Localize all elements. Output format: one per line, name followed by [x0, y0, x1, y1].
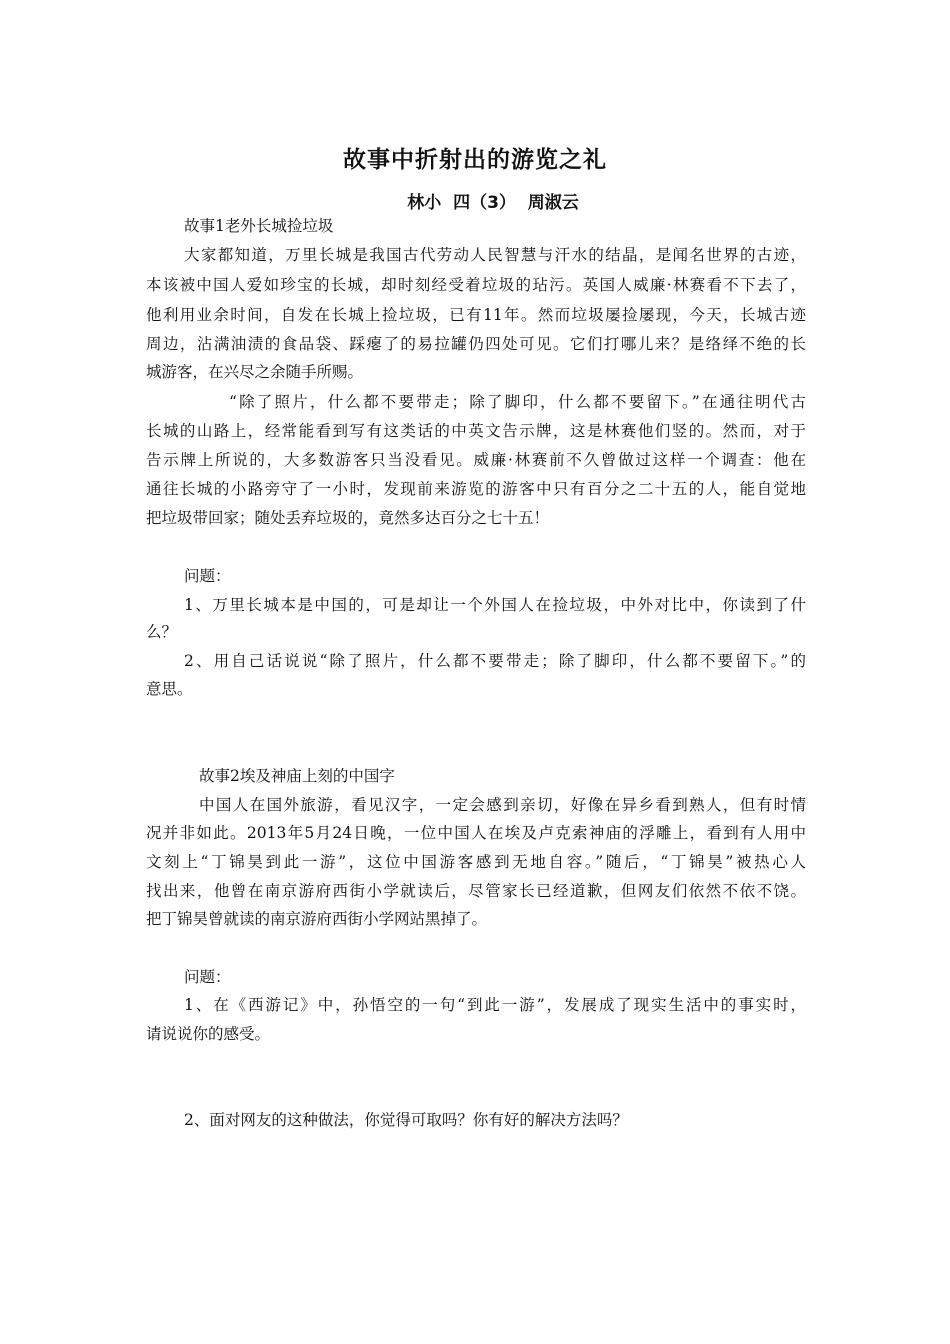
- story2-paragraph-line: 况并非如此。2013年5月24日晚，一位中国人在埃及卢克索神庙的浮雕上，看到有人用中: [146, 824, 806, 842]
- story1-paragraph1-line: 大家都知道，万里长城是我国古代劳动人民智慧与汗水的结晶，是闻名世界的古迹，: [184, 246, 806, 264]
- story1-paragraph1-line: 城游客，在兴尽之余随手所赐。: [146, 363, 364, 381]
- story2-paragraph-line: 文刻上“丁锦昊到此一游”，这位中国游客感到无地自容。”随后，“丁锦昊”被热心人: [146, 853, 806, 871]
- story1-paragraph2-line: 把垃圾带回家；随处丢弃垃圾的，竟然多达百分之七十五！: [146, 509, 550, 527]
- document-subtitle: 林小 四（3） 周淑云: [407, 193, 579, 213]
- story1-heading: 故事1老外长城捡垃圾: [184, 217, 334, 235]
- story1-question1-line: 1、万里长城本是中国的，可是却让一个外国人在捡垃圾，中外对比中，你读到了什: [184, 596, 806, 614]
- story1-paragraph2-line: “除了照片，什么都不要带走；除了脚印，什么都不要留下。”在通往明代古: [229, 393, 806, 411]
- story1-paragraph1-line: 周边，沾满油渍的食品袋、踩瘪了的易拉罐仍四处可见。它们打哪儿来？是络绎不绝的长: [146, 335, 806, 353]
- story1-paragraph2-line: 长城的山路上，经常能看到写有这类话的中英文告示牌，这是林赛他们竖的。然而，对于: [146, 422, 806, 440]
- document-title: 故事中折射出的游览之礼: [343, 147, 607, 173]
- story1-question2-line: 2、用自己话说说“除了照片，什么都不要带走；除了脚印，什么都不要留下。”的: [184, 652, 806, 670]
- story1-question1-line: 么？: [146, 623, 178, 641]
- story2-question2-line: 2、面对网友的这种做法，你觉得可取吗？你有好的解决方法吗？: [184, 1111, 628, 1129]
- story2-question-label: 问题：: [184, 968, 231, 986]
- story1-paragraph1-line: 他利用业余时间，自发在长城上捡垃圾，已有11年。然而垃圾屡捡屡现，今天，长城古迹: [146, 306, 806, 324]
- story2-heading: 故事2埃及神庙上刻的中国字: [199, 767, 395, 785]
- story2-paragraph-line: 把丁锦昊曾就读的南京游府西街小学网站黑掉了。: [146, 910, 488, 928]
- story1-question2-line: 意思。: [146, 680, 193, 698]
- story2-paragraph-line: 中国人在国外旅游，看见汉字，一定会感到亲切，好像在异乡看到熟人，但有时情: [199, 796, 806, 814]
- story2-paragraph-line: 找出来，他曾在南京游府西街小学就读后，尽管家长已经道歉，但网友们依然不依不饶。: [146, 882, 806, 900]
- story2-question1-line: 请说说你的感受。: [146, 1025, 271, 1043]
- story1-paragraph2-line: 通往长城的小路旁守了一小时，发现前来游览的游客中只有百分之二十五的人，能自觉地: [146, 480, 806, 498]
- story2-question1-line: 1、在《西游记》中，孙悟空的一句“到此一游”，发展成了现实生活中的事实时，: [184, 996, 806, 1014]
- story1-paragraph1-line: 本该被中国人爱如珍宝的长城，却时刻经受着垃圾的玷污。英国人威廉·林赛看不下去了，: [146, 276, 806, 294]
- story1-question-label: 问题：: [184, 567, 231, 585]
- story1-paragraph2-line: 告示牌上所说的，大多数游客只当没看见。威廉·林赛前不久曾做过这样一个调查：他在: [146, 451, 806, 469]
